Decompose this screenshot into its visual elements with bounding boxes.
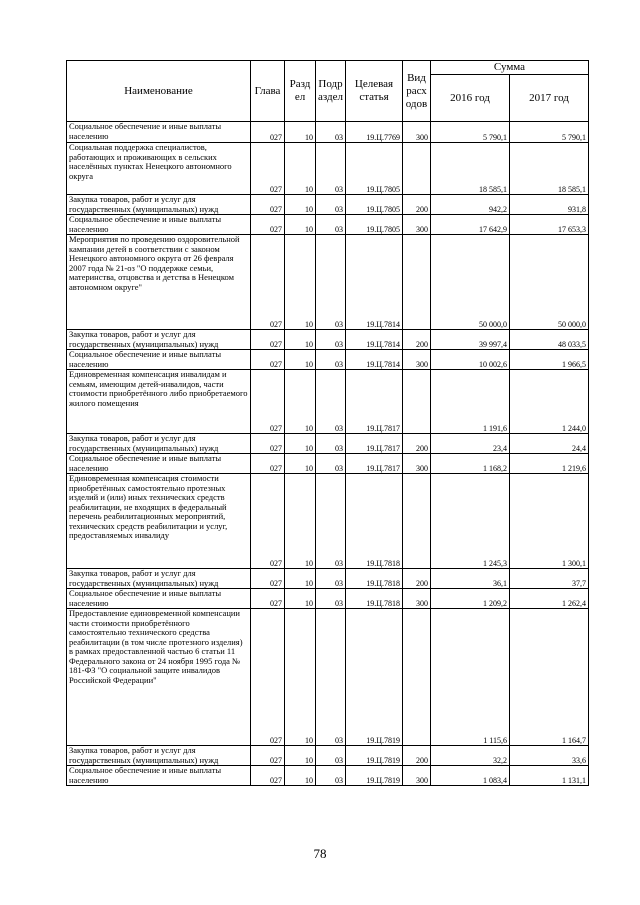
row-article: 19.Ц.7819: [346, 746, 403, 766]
page-number: 78: [313, 846, 327, 861]
row-amount-2017: 50 000,0: [510, 235, 589, 330]
row-article: 19.Ц.7817: [346, 454, 403, 474]
row-subsection: 03: [316, 589, 346, 609]
row-name: Социальное обеспечение и иные выплаты населению: [67, 122, 251, 143]
row-amount-2017: 5 790,1: [510, 122, 589, 143]
row-section: 10: [285, 330, 316, 350]
row-amount-2016: 5 790,1: [431, 122, 510, 143]
row-amount-2017: 1 966,5: [510, 350, 589, 370]
row-section: 10: [285, 235, 316, 330]
row-name: Закупка товаров, работ и услуг для государственных (муниципальных) нужд: [67, 569, 251, 589]
row-section: 10: [285, 195, 316, 215]
table-row: [67, 609, 589, 746]
row-article: 19.Ц.7817: [346, 434, 403, 454]
row-amount-2016: 39 997,4: [431, 330, 510, 350]
row-article: 19.Ц.7818: [346, 474, 403, 569]
row-name: Социальное обеспечение и иные выплаты населению: [67, 589, 251, 609]
row-subsection: 03: [316, 609, 346, 746]
row-subsection: 03: [316, 766, 346, 786]
table-row: [67, 474, 589, 569]
row-amount-2017: 1 300,1: [510, 474, 589, 569]
table-row: [67, 350, 589, 370]
table-body: [67, 122, 589, 786]
row-subsection: 03: [316, 569, 346, 589]
row-section: 10: [285, 609, 316, 746]
row-amount-2017: 37,7: [510, 569, 589, 589]
header-year-2017: 2017 год: [510, 75, 589, 122]
row-name: Социальная поддержка специалистов, работающих и проживающих в сельских населённых пунктах Ненецкого автономного округа: [67, 143, 251, 195]
row-chapter: 027: [251, 609, 285, 746]
row-article: 19.Ц.7819: [346, 609, 403, 746]
header-year-2016: 2016 год: [431, 75, 510, 122]
row-chapter: 027: [251, 454, 285, 474]
row-article: 19.Ц.7817: [346, 370, 403, 434]
row-article: 19.Ц.7805: [346, 195, 403, 215]
row-section: 10: [285, 434, 316, 454]
row-section: 10: [285, 122, 316, 143]
table-row: [67, 195, 589, 215]
row-amount-2016: 1 191,6: [431, 370, 510, 434]
row-name: Социальное обеспечение и иные выплаты населению: [67, 454, 251, 474]
table-row: [67, 434, 589, 454]
row-subsection: 03: [316, 454, 346, 474]
table-row: [67, 766, 589, 786]
row-section: 10: [285, 569, 316, 589]
budget-table: [66, 60, 589, 786]
header-subsection: Подр аздел: [316, 61, 346, 122]
row-subsection: 03: [316, 215, 346, 235]
row-amount-2017: 33,6: [510, 746, 589, 766]
row-amount-2016: 1 168,2: [431, 454, 510, 474]
row-amount-2017: 1 219,6: [510, 454, 589, 474]
row-section: 10: [285, 589, 316, 609]
row-article: 19.Ц.7814: [346, 235, 403, 330]
header-article: Целевая статья: [346, 61, 403, 122]
row-name: Мероприятия по проведению оздоровительной кампании детей в соответствии с законом Ненецкого автономного округа от 26 февраля 2007 года № 21-оз "О поддержке семьи, материнства, отцовства и детства в Ненецком автономном округе": [67, 235, 251, 330]
row-amount-2016: 50 000,0: [431, 235, 510, 330]
row-expense-type: [403, 609, 431, 746]
row-chapter: 027: [251, 350, 285, 370]
row-article: 19.Ц.7814: [346, 350, 403, 370]
row-chapter: 027: [251, 434, 285, 454]
row-section: 10: [285, 143, 316, 195]
row-name: Предоставление единовременной компенсации части стоимости приобретённого самостоятельно технического средства реабилитации (в том числе протезного изделия) в рамках предоставленной частью 6 статьи 11 Федерального закона от 24 ноября 1995 года № 181-ФЗ "О социальной защите инвалидов Российской Федерации": [67, 609, 251, 746]
row-section: 10: [285, 350, 316, 370]
row-subsection: 03: [316, 474, 346, 569]
row-chapter: 027: [251, 766, 285, 786]
row-section: 10: [285, 746, 316, 766]
row-article: 19.Ц.7814: [346, 330, 403, 350]
table-row: [67, 569, 589, 589]
row-amount-2017: 48 033,5: [510, 330, 589, 350]
row-expense-type: 200: [403, 330, 431, 350]
row-amount-2017: 931,8: [510, 195, 589, 215]
row-subsection: 03: [316, 330, 346, 350]
row-chapter: 027: [251, 235, 285, 330]
row-expense-type: [403, 143, 431, 195]
row-section: 10: [285, 215, 316, 235]
row-expense-type: 300: [403, 350, 431, 370]
row-expense-type: [403, 474, 431, 569]
row-name: Единовременная компенсация инвалидам и семьям, имеющим детей-инвалидов, части стоимости приобретённого либо приобретаемого жилого помещения: [67, 370, 251, 434]
row-name: Социальное обеспечение и иные выплаты населению: [67, 350, 251, 370]
table-row: [67, 235, 589, 330]
header-expense-type: Вид расх одов: [403, 61, 431, 122]
header-section: Разд ел: [285, 61, 316, 122]
row-expense-type: [403, 370, 431, 434]
row-amount-2016: 18 585,1: [431, 143, 510, 195]
header-name: Наименование: [67, 61, 251, 122]
row-subsection: 03: [316, 235, 346, 330]
row-amount-2016: 942,2: [431, 195, 510, 215]
row-expense-type: 200: [403, 746, 431, 766]
row-section: 10: [285, 766, 316, 786]
header-sum: Сумма: [431, 61, 589, 75]
row-subsection: 03: [316, 122, 346, 143]
row-expense-type: 200: [403, 195, 431, 215]
row-subsection: 03: [316, 746, 346, 766]
row-amount-2017: 1 262,4: [510, 589, 589, 609]
row-chapter: 027: [251, 215, 285, 235]
row-amount-2016: 17 642,9: [431, 215, 510, 235]
row-section: 10: [285, 474, 316, 569]
row-article: 19.Ц.7769: [346, 122, 403, 143]
row-amount-2016: 1 083,4: [431, 766, 510, 786]
row-subsection: 03: [316, 434, 346, 454]
header-chapter: Глава: [251, 61, 285, 122]
table-row: [67, 143, 589, 195]
row-expense-type: 200: [403, 569, 431, 589]
row-chapter: 027: [251, 746, 285, 766]
row-amount-2017: 17 653,3: [510, 215, 589, 235]
row-amount-2017: 18 585,1: [510, 143, 589, 195]
row-amount-2017: 1 244,0: [510, 370, 589, 434]
row-amount-2016: 1 115,6: [431, 609, 510, 746]
row-expense-type: 200: [403, 434, 431, 454]
row-expense-type: 300: [403, 215, 431, 235]
row-name: Единовременная компенсация стоимости приобретённых самостоятельно протезных изделий и (или) иных технических средств реабилитации, не входящих в федеральный перечень реабилитационных мероприятий, технических средств реабилитации и услуг, предоставляемых инвалиду: [67, 474, 251, 569]
row-expense-type: 300: [403, 589, 431, 609]
row-section: 10: [285, 454, 316, 474]
row-amount-2017: 24,4: [510, 434, 589, 454]
row-article: 19.Ц.7805: [346, 215, 403, 235]
row-name: Социальное обеспечение и иные выплаты населению: [67, 215, 251, 235]
row-amount-2016: 32,2: [431, 746, 510, 766]
table-row: [67, 589, 589, 609]
table-row: [67, 330, 589, 350]
row-name: Социальное обеспечение и иные выплаты населению: [67, 766, 251, 786]
row-subsection: 03: [316, 350, 346, 370]
row-name: Закупка товаров, работ и услуг для государственных (муниципальных) нужд: [67, 195, 251, 215]
row-chapter: 027: [251, 122, 285, 143]
row-chapter: 027: [251, 143, 285, 195]
row-expense-type: 300: [403, 766, 431, 786]
row-name: Закупка товаров, работ и услуг для государственных (муниципальных) нужд: [67, 434, 251, 454]
row-article: 19.Ц.7819: [346, 766, 403, 786]
table-row: [67, 746, 589, 766]
row-article: 19.Ц.7818: [346, 569, 403, 589]
row-expense-type: 300: [403, 454, 431, 474]
row-section: 10: [285, 370, 316, 434]
row-chapter: 027: [251, 330, 285, 350]
row-name: Закупка товаров, работ и услуг для государственных (муниципальных) нужд: [67, 330, 251, 350]
row-amount-2017: 1 131,1: [510, 766, 589, 786]
row-amount-2016: 1 245,3: [431, 474, 510, 569]
row-chapter: 027: [251, 569, 285, 589]
row-chapter: 027: [251, 370, 285, 434]
table-row: [67, 122, 589, 143]
table-row: [67, 454, 589, 474]
row-subsection: 03: [316, 195, 346, 215]
row-amount-2017: 1 164,7: [510, 609, 589, 746]
row-name: Закупка товаров, работ и услуг для государственных (муниципальных) нужд: [67, 746, 251, 766]
row-chapter: 027: [251, 589, 285, 609]
row-chapter: 027: [251, 195, 285, 215]
row-article: 19.Ц.7818: [346, 589, 403, 609]
row-amount-2016: 36,1: [431, 569, 510, 589]
row-article: 19.Ц.7805: [346, 143, 403, 195]
row-amount-2016: 1 209,2: [431, 589, 510, 609]
row-expense-type: [403, 235, 431, 330]
row-chapter: 027: [251, 474, 285, 569]
table-row: [67, 215, 589, 235]
row-subsection: 03: [316, 143, 346, 195]
row-subsection: 03: [316, 370, 346, 434]
row-expense-type: 300: [403, 122, 431, 143]
table-row: [67, 370, 589, 434]
row-amount-2016: 23,4: [431, 434, 510, 454]
row-amount-2016: 10 002,6: [431, 350, 510, 370]
